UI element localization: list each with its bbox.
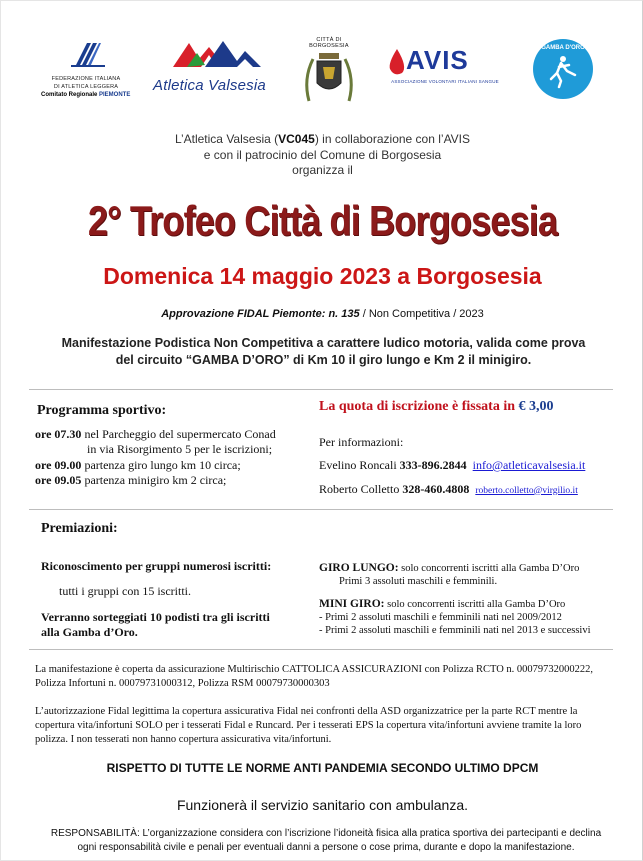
event-title: 2° Trofeo Città di Borgosesia (87, 197, 558, 244)
fidal-comitato-label: Comitato Regionale (41, 92, 98, 98)
quota-line (319, 399, 619, 415)
approval-number: Approvazione FIDAL Piemonte: n. 135 (161, 308, 360, 320)
fidal-line1: FEDERAZIONE ITALIANA (51, 76, 121, 82)
programma-section (37, 403, 307, 489)
giro-lungo-prize: Primi 3 assoluti maschili e femminili. (339, 576, 498, 587)
programma-text: partenza minigiro km 2 circa; (81, 473, 227, 487)
fidal-line2: DI ATLETICA LEGGERA (53, 84, 119, 90)
valsesia-name: Atletica Valsesia (153, 77, 266, 94)
programma-heading: Programma sportivo: (37, 403, 167, 418)
description-line1: Manifestazione Podistica Non Competitiva a carattere ludico motoria, valida come prova (61, 336, 586, 350)
quota-amount: € 3,00 (518, 399, 554, 414)
programma-list (35, 427, 305, 489)
info-label: Per informazioni: (319, 434, 404, 449)
fidal-logo (41, 37, 131, 107)
intro-line1-pre: L’Atletica Valsesia ( (174, 132, 279, 146)
contact-name: Evelino Roncali (319, 458, 400, 472)
draw-line1: Verranno sorteggiati 10 podisti tra gli iscritti (41, 609, 270, 624)
contact-email-link[interactable]: roberto.colletto@virgilio.it (475, 485, 578, 496)
intro-line1-post: ) in collaborazione con l’AVIS (314, 132, 471, 146)
quota-section (319, 399, 619, 499)
programma-row (35, 458, 305, 474)
programma-text: partenza giro lungo km 10 circa; (81, 457, 241, 472)
draw-line2: alla Gamba d’Oro. (41, 625, 138, 639)
contact-email-link[interactable]: info@atleticavalsesia.it (472, 458, 586, 472)
avis-subtitle: ASSOCIAZIONE VOLONTARI ITALIANI SANGUE (391, 79, 499, 84)
divider (29, 389, 613, 390)
contact-phone: 333-896.2844 (399, 458, 467, 472)
logo-row (31, 37, 614, 107)
event-date: Domenica 14 maggio 2023 a Borgosesia (103, 263, 542, 289)
description-line2: del circuito “GAMBA D’ORO” di Km 10 il giro lungo e Km 2 il minigiro. (115, 353, 532, 367)
programma-time: ore 09.05 (35, 473, 82, 487)
fidal-region: PIEMONTE (99, 92, 131, 98)
mini-giro-text: solo concorrenti iscritti alla Gamba D’Oro (384, 599, 566, 610)
mini-giro-label: MINI GIRO: (319, 598, 385, 610)
divider (29, 509, 613, 510)
fidal-comitato (41, 92, 131, 98)
programma-text: in via Risorgimento 5 per le iscrizioni; (87, 442, 273, 456)
avis-name: AVIS (406, 45, 469, 75)
contact-phone: 328-460.4808 (402, 481, 470, 496)
intro-line3: organizza il (292, 163, 353, 177)
programma-time: ore 07.30 (35, 426, 82, 441)
fidal-approval (1, 308, 643, 320)
programma-row (35, 442, 305, 458)
premiazioni-heading: Premiazioni: (41, 521, 118, 536)
contact-name: Roberto Colletto (319, 481, 403, 496)
programma-text: nel Parcheggio del supermercato Conad (81, 426, 276, 441)
blood-drop-icon (386, 47, 408, 77)
comune-name: CITTÀ DI BORGOSESIA (309, 37, 349, 49)
event-description (31, 335, 616, 369)
insurance-paragraph-2: L’autorizzazione Fidal legittima la copertura assicurativa Fidal nei confronti della ASD organizzatrice per la parte RCT mentre la copertura vita/infortuni SOLO per i tesserati Fidal e Runcard. Per i tesserati EPS la copertura vita/infortuni avviene tramite la loro polizza. I non tesserati non hanno copertura assicurativa vita/infortuni. (35, 706, 582, 745)
comune-logo (299, 37, 359, 107)
programma-row (35, 427, 305, 443)
mini-giro-line2: - Primi 2 assoluti maschili e femminili nati nel 2013 e successivi (319, 625, 591, 636)
gamba-name: GAMBA D'ORO (541, 45, 585, 51)
fidal-emblem-icon (41, 37, 131, 69)
atletica-valsesia-logo (151, 37, 281, 107)
quota-text: La quota di iscrizione è fissata in (319, 399, 519, 414)
groups-heading: Riconoscimento per gruppi numerosi iscritti: (41, 558, 272, 573)
intro-text (1, 132, 643, 179)
premiazioni-section (41, 521, 301, 641)
insurance-paragraph-1: La manifestazione è coperta da assicurazione Multirischio CATTOLICA ASSICURAZIONI con Polizza RCTO n. 00079732000222, Polizza Infortuni n. 00079731000312, Polizza RSM 00079730000303 (35, 664, 594, 689)
giro-lungo-text: solo concorrenti iscritti alla Gamba D’Oro (398, 563, 580, 574)
intro-line1 (1, 132, 643, 148)
avis-logo (386, 37, 498, 107)
divider (29, 649, 613, 650)
mini-giro-line (319, 598, 619, 611)
gamba-doro-logo (531, 37, 595, 107)
ambulance-notice: Funzionerà il servizio sanitario con ambulanza. (176, 797, 469, 813)
anti-pandemic-rules: RISPETTO DI TUTTE LE NORME ANTI PANDEMIA SECONDO ULTIMO DPCM (106, 761, 539, 775)
club-code: VC045 (278, 132, 315, 146)
giri-section (319, 562, 619, 637)
giro-lungo-line (319, 562, 619, 575)
responsibility-notice: RESPONSABILITÀ: L’organizzazione considera con l’iscrizione l’idoneità fisica alla pratica sportiva dei partecipanti e declina ogni responsabilità civile e penali per eventuali danni a persone o cose prima, durante e dopo la manifestazione. (50, 828, 602, 853)
giro-lungo-label: GIRO LUNGO: (319, 562, 399, 574)
contact-row (319, 482, 619, 500)
contact-row (319, 458, 619, 474)
mountains-icon (165, 37, 275, 77)
intro-line2: e con il patrocinio del Comune di Borgosesia (203, 147, 442, 162)
coat-of-arms-icon (299, 49, 359, 105)
programma-time: ore 09.00 (35, 457, 82, 472)
groups-text: tutti i gruppi con 15 iscritti. (59, 584, 191, 598)
approval-rest: / Non Competitiva / 2023 (359, 308, 484, 320)
mini-giro-line1: - Primi 2 assoluti maschili e femminili nati nel 2009/2012 (319, 612, 562, 623)
programma-row (35, 473, 305, 489)
